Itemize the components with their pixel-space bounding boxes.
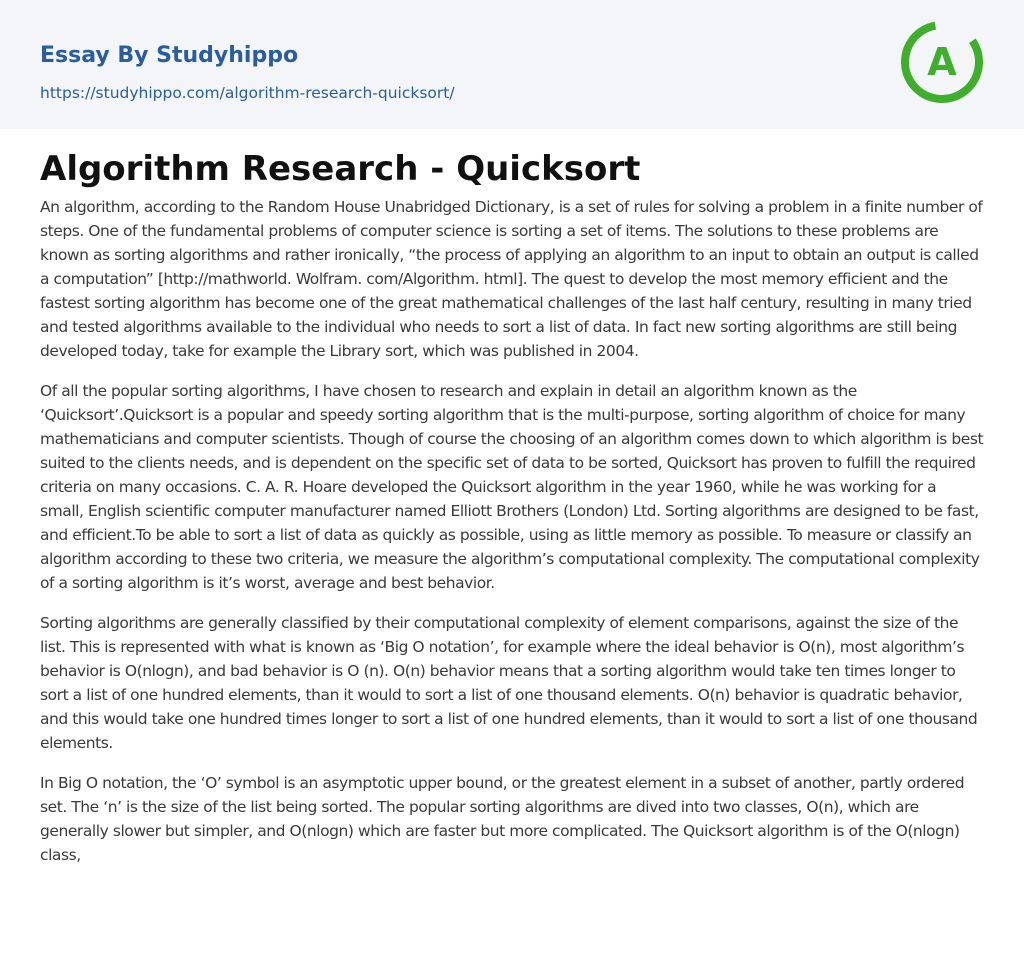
- essay-paragraph: An algorithm, according to the Random House Unabridged Dictionary, is a set of rules for solving a problem in a finite number of steps. One of the fundamental problems of computer science is sorting a set of items. The solutions to these problems are known as sorting algorithms and rather ironically, “the process of applying an algorithm to an input to obtain an output is called a computation” [http://mathworld. Wolfram. com/Algorithm. html]. The quest to develop the most memory efficient and the fastest sorting algorithm has become one of the great mathematical challenges of the last half century, resulting in many tried and tested algorithms available to the individual who needs to sort a list of data. In fact new sorting algorithms are still being developed today, take for example the Library sort, which was published in 2004.: [40, 198, 983, 360]
- logo-letter: A: [927, 40, 957, 84]
- essay-paragraph: Of all the popular sorting algorithms, I have chosen to research and explain in detail an algorithm known as the ‘Quicksort’.Quicksort is a popular and speedy sorting algorithm that is the multi-purpose, sorting algorithm of choice for many mathematicians and computer scientists. Though of course the choosing of an algorithm comes down to which algorithm is best suited to the clients needs, and is dependent on the specific set of data to be sorted, Quicksort has proven to fulfill the required criteria on many occasions. C. A. R. Hoare developed the Quicksort algorithm in the year 1960, while he was working for a small, English scientific computer manufacturer named Elliott Brothers (London) Ltd. Sorting algorithms are designed to be fast, and efficient.To be able to sort a list of data as quickly as possible, using as little memory as possible. To measure or classify an algorithm according to these two criteria, we measure the algorithm’s computational complexity. The computational complexity of a sorting algorithm is it’s worst, average and best behavior.: [40, 382, 984, 592]
- essay-paragraph: In Big O notation, the ‘O’ symbol is an asymptotic upper bound, or the greatest element in a subset of another, partly ordered set. The ‘n’ is the size of the list being sorted. The popular sorting algorithms are dived into two classes, O(n), which are generally slower but simpler, and O(nlogn) which are faster but more complicated. The Quicksort algorithm is of the O(nlogn) class,: [40, 774, 965, 864]
- brand-title: Essay By Studyhippo: [40, 43, 299, 68]
- studyhippo-logo-icon[interactable]: [899, 19, 985, 105]
- essay-paragraph: Sorting algorithms are generally classified by their computational complexity of element comparisons, against the size of the list. This is represented with what is known as ‘Big O notation’, for example where the ideal behavior is O(n), most algorithm’s behavior is O(nlogn), and bad behavior is O (n). O(n) behavior means that a sorting algorithm would take ten times longer to sort a list of one hundred elements, than it would to sort a list of one thousand elements. O(n) behavior is quadratic behavior, and this would take one hundred times longer to sort a list of one hundred elements, than it would to sort a list of one thousand elements.: [40, 614, 978, 752]
- essay-content: [0, 129, 1024, 867]
- source-url-link[interactable]: https://studyhippo.com/algorithm-research-quicksort/: [40, 84, 455, 102]
- essay-title: Algorithm Research - Quicksort: [40, 149, 641, 189]
- site-header: [0, 0, 1024, 129]
